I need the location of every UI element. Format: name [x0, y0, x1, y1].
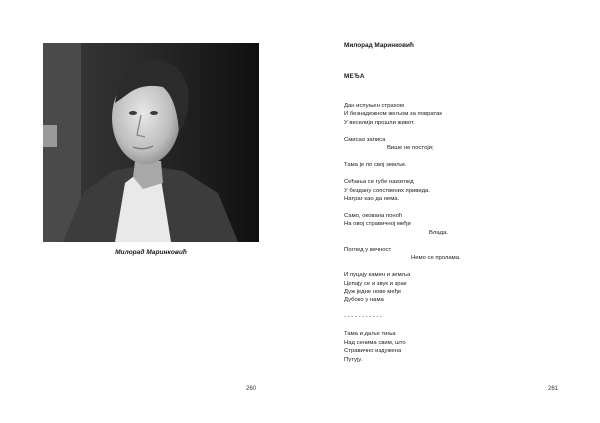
- poem-line: На овој стравичној међи: [344, 221, 411, 228]
- right-page: [300, 0, 600, 423]
- stanza: [344, 136, 544, 153]
- poem-line: И пуцају камен и земља: [344, 272, 411, 279]
- poem-line: И безнадежном жељом за повратак: [344, 111, 442, 118]
- poem-line: Поглед у вечност: [344, 246, 392, 253]
- poem-title: МЕЂА: [344, 73, 365, 80]
- poem-line: Стравично издужена: [344, 348, 402, 355]
- stanza: [344, 313, 544, 321]
- poem-line: Дан испуњен страхом: [344, 103, 404, 109]
- author-photo: [43, 43, 259, 242]
- stanza: [344, 330, 544, 364]
- page-number: 260: [246, 386, 257, 392]
- poem-line: Више не постоји;: [387, 145, 434, 152]
- stanza: [344, 178, 544, 203]
- poem-line: Тама и даље тиња: [344, 331, 396, 338]
- poem-line: Дубоко у нама: [344, 297, 384, 304]
- poem-line: Влада.: [429, 229, 448, 236]
- poem-body: [344, 102, 544, 373]
- poem-line: Дуж једне нове међе: [344, 289, 402, 296]
- stanza-separator: - - - - - - - - - - -: [344, 314, 382, 321]
- author-name: Милорад Маринковић: [344, 42, 414, 49]
- page-number: 261: [548, 386, 559, 392]
- stanza: [344, 212, 544, 237]
- stanza: [344, 246, 544, 263]
- poem-line: Смисао записа: [344, 136, 386, 143]
- poem-line: Немо се пролама.: [411, 255, 461, 262]
- poem-line: Само, окована поноћ: [344, 213, 403, 220]
- poem-line: Тама је по свој земљи.: [344, 162, 407, 169]
- poem-line: У веселији прошли живот.: [344, 119, 415, 126]
- stanza: [344, 102, 544, 127]
- poem-line: Натраг као да нема.: [344, 196, 400, 203]
- poem-line: Цепају се и звук и зрак: [344, 280, 407, 287]
- poem-line: Сећања се губе наизглед: [344, 179, 414, 186]
- poem-line: Путују.: [344, 356, 363, 363]
- poem-line: Над сенима свим, што: [344, 339, 406, 346]
- stanza: [344, 271, 544, 305]
- stanza: [344, 161, 544, 169]
- poem-line: У бездану сопствених привида.: [344, 187, 431, 194]
- photo-caption: Милорад Маринковић: [115, 249, 187, 256]
